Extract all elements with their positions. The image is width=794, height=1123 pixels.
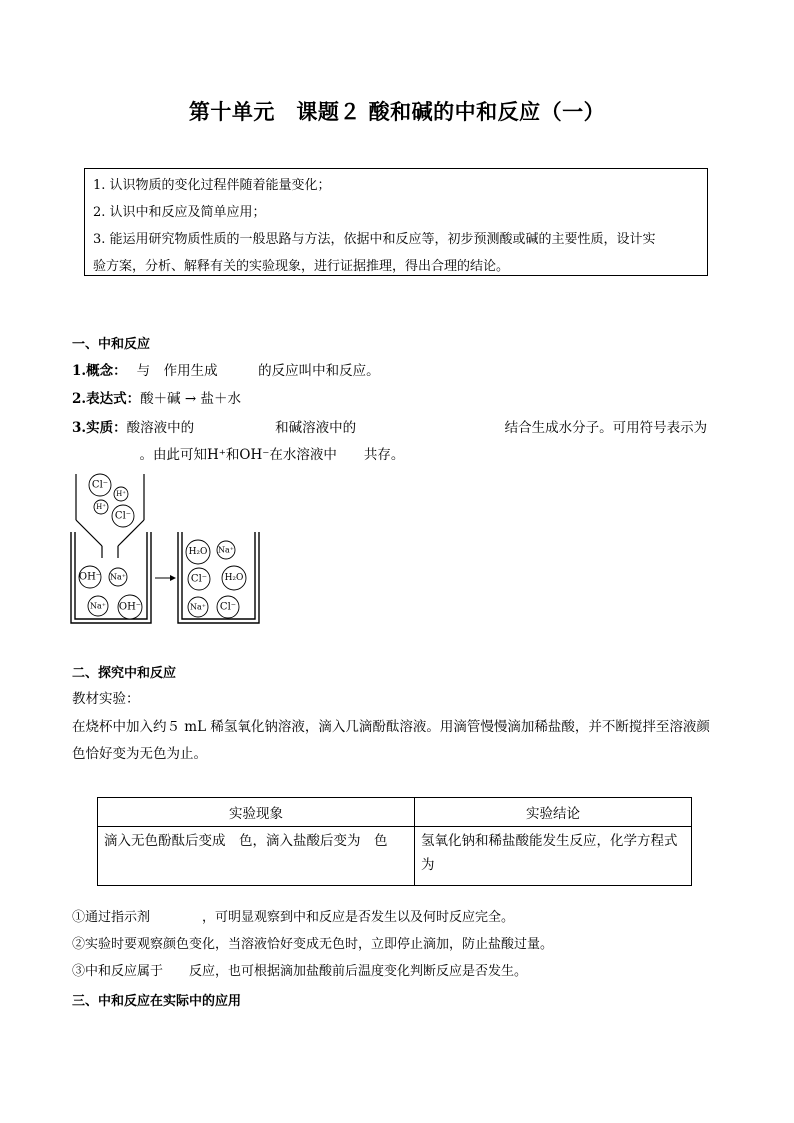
ion-label: Na⁺ bbox=[90, 601, 106, 611]
ion-label: Na⁺ bbox=[190, 602, 206, 612]
page-title: 第十单元 课题２ 酸和碱的中和反应（一） bbox=[188, 99, 606, 124]
neutralization-diagram bbox=[68, 470, 268, 630]
section2-heading: 二、探究中和反应 bbox=[72, 666, 177, 681]
essence-line-1 bbox=[72, 418, 707, 438]
objective-3-cont: 验方案，分析、解释有关的实验现象，进行证据推理，得出合理的结论。 bbox=[93, 259, 510, 274]
learning-objectives-box bbox=[84, 168, 708, 276]
note-3: ③中和反应属于 反应，也可根据滴加盐酸前后温度变化判断反应是否发生。 bbox=[72, 964, 528, 979]
essence-label: 3.实质： bbox=[72, 420, 127, 436]
note-2: ②实验时要观察颜色变化，当溶液恰好变成无色时，立即停止滴加，防止盐酸过量。 bbox=[72, 937, 554, 952]
ion-label: OH⁻ bbox=[78, 571, 102, 583]
textbook-experiment-label: 教材实验： bbox=[72, 691, 140, 707]
ion-label: H⁺ bbox=[96, 503, 106, 511]
ion-label: Na⁺ bbox=[218, 545, 234, 555]
ion-label: H⁺ bbox=[116, 490, 126, 498]
experiment-table bbox=[97, 797, 692, 886]
expression-line bbox=[72, 389, 241, 409]
ion-label: Cl⁻ bbox=[219, 601, 237, 613]
ion-label: Cl⁻ bbox=[114, 510, 132, 522]
concept-text: 与 作用生成 的反应叫中和反应。 bbox=[136, 363, 380, 379]
ion-label: Cl⁻ bbox=[190, 573, 208, 585]
concept-line bbox=[72, 361, 380, 381]
experiment-para-1: 在烧杯中加入约５ mL 稀氢氧化钠溶液，滴入几滴酚酞溶液。用滴管慢慢滴加稀盐酸，并不断搅拌至溶液颜 bbox=[72, 719, 710, 735]
experiment-para-2: 色恰好变为无色为止。 bbox=[72, 746, 207, 762]
ion-label: H₂O bbox=[188, 547, 208, 557]
ion-label: OH⁻ bbox=[118, 601, 142, 613]
reaction-arrow bbox=[155, 575, 176, 581]
ion-label: Na⁺ bbox=[110, 572, 126, 582]
expression-label: 2.表达式： bbox=[72, 391, 141, 407]
objective-3: 3. 能运用研究物质性质的一般思路与方法，依据中和反应等，初步预测酸或碱的主要性质，设计实 bbox=[93, 232, 656, 247]
section3-heading: 三、中和反应在实际中的应用 bbox=[72, 994, 242, 1009]
essence-line-2: 。由此可知H⁺和OH⁻在水溶液中 共存。 bbox=[72, 447, 405, 463]
concept-label: 1.概念： bbox=[72, 363, 127, 379]
objective-2: 2. 认识中和反应及简单应用； bbox=[93, 205, 266, 220]
section1-heading: 一、中和反应 bbox=[72, 337, 151, 352]
note-1: ①通过指示剂 ，可明显观察到中和反应是否发生以及何时反应完全。 bbox=[72, 910, 515, 925]
objective-1: 1. 认识物质的变化过程伴随着能量变化； bbox=[93, 178, 331, 193]
essence-text-1: 酸溶液中的 和碱溶液中的 结合生成水分子。可用符号表示为 bbox=[126, 420, 708, 436]
expression-text: 酸＋碱 → 盐＋水 bbox=[140, 391, 241, 407]
ion-label: H₂O bbox=[224, 573, 244, 583]
ion-label: Cl⁻ bbox=[91, 479, 109, 491]
table-cell-phenomenon: 滴入无色酚酞后变成 色，滴入盐酸后变为 色 bbox=[98, 827, 415, 886]
table-header-conclusion: 实验结论 bbox=[415, 798, 692, 827]
table-cell-conclusion: 氢氧化钠和稀盐酸能发生反应，化学方程式为 bbox=[415, 827, 692, 886]
table-header-phenomenon: 实验现象 bbox=[98, 798, 415, 827]
